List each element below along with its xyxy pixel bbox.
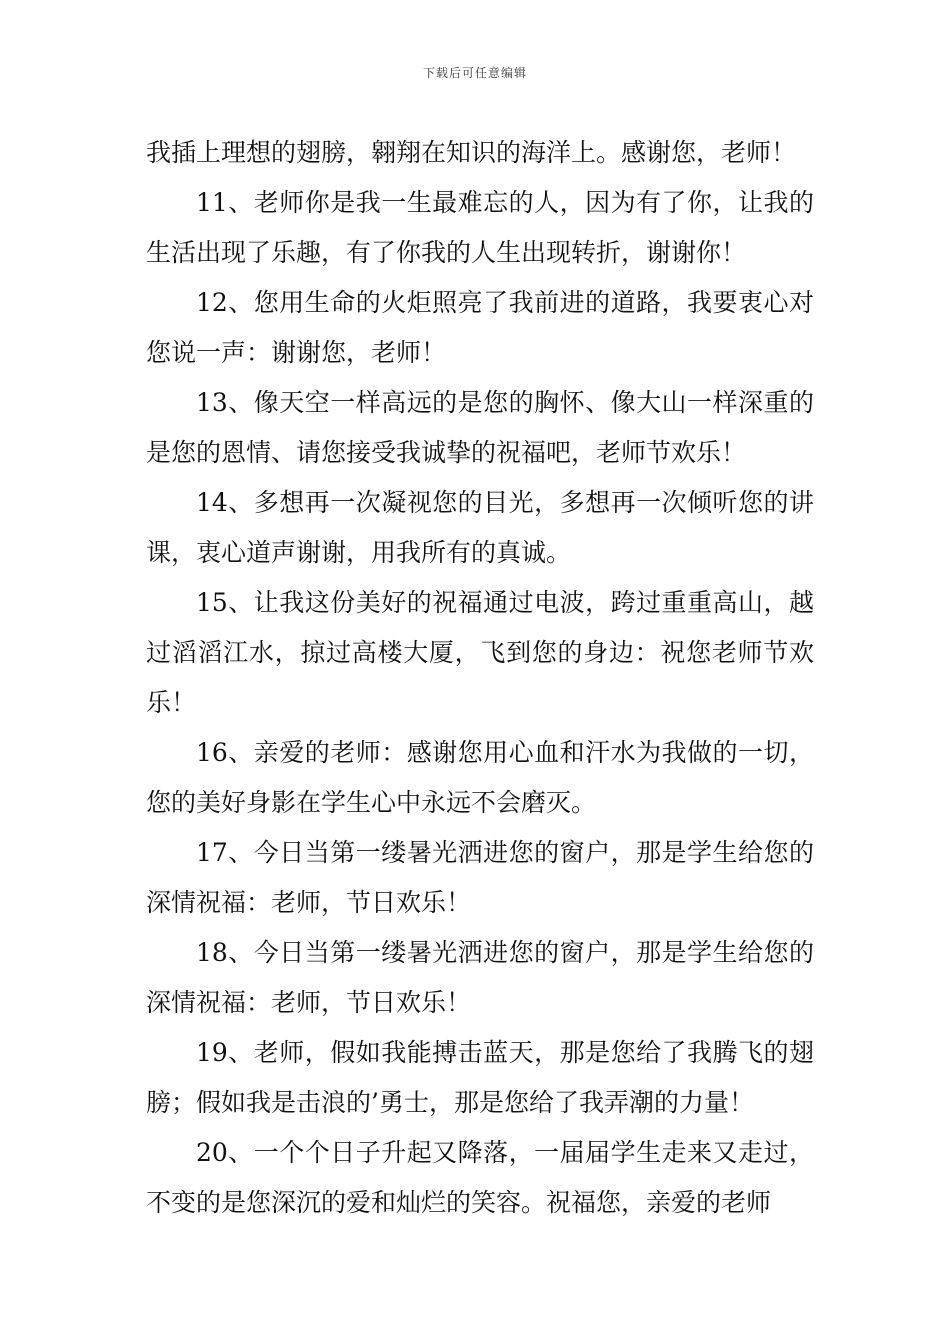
paragraph-14: 14、多想再一次凝视您的目光，多想再一次倾听您的讲课，衷心道声谢谢，用我所有的真诚。 xyxy=(146,488,814,567)
paragraph-11: 11、老师你是我一生最难忘的人，因为有了你，让我的生活出现了乐趣，有了你我的人生出现转折，谢谢你！ xyxy=(146,188,814,267)
paragraph-18: 18、今日当第一缕暑光洒进您的窗户，那是学生给您的深情祝福：老师，节日欢乐！ xyxy=(146,938,814,1017)
page-header: 下载后可任意编辑 xyxy=(422,66,527,80)
paragraph-19: 19、老师，假如我能搏击蓝天，那是您给了我腾飞的翅膀；假如我是击浪的’勇士，那是您给了我弄潮的力量！ xyxy=(146,1038,814,1117)
paragraph-16: 16、亲爱的老师：感谢您用心血和汗水为我做的一切，您的美好身影在学生心中永远不会磨灭。 xyxy=(146,738,814,817)
document-body xyxy=(146,128,814,1228)
paragraph-12: 12、您用生命的火炬照亮了我前进的道路，我要衷心对您说一声：谢谢您，老师！ xyxy=(146,288,814,367)
paragraph-13: 13、像天空一样高远的是您的胸怀、像大山一样深重的是您的恩情、请您接受我诚挚的祝福吧，老师节欢乐！ xyxy=(146,388,814,467)
paragraph-15: 15、让我这份美好的祝福通过电波，跨过重重高山，越过滔滔江水，掠过高楼大厦，飞到您的身边：祝您老师节欢乐！ xyxy=(146,588,814,717)
paragraph-20: 20、一个个日子升起又降落，一届届学生走来又走过，不变的是您深沉的爱和灿烂的笑容。祝福您，亲爱的老师 xyxy=(146,1138,814,1217)
paragraph-17: 17、今日当第一缕暑光洒进您的窗户，那是学生给您的深情祝福：老师，节日欢乐！ xyxy=(146,838,814,917)
paragraph-continued: 我插上理想的翅膀，翱翔在知识的海洋上。感谢您，老师！ xyxy=(146,138,797,167)
